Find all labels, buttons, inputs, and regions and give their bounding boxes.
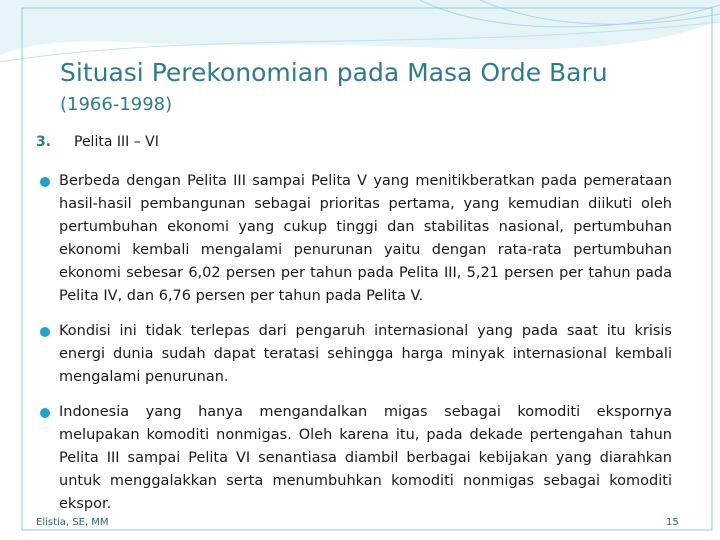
bullet-dot-icon (40, 408, 50, 418)
bullet-list (40, 170, 672, 528)
bullet-item (40, 401, 672, 516)
bullet-dot-icon (40, 177, 50, 187)
slide-title: Situasi Perekonomian pada Masa Orde Baru (60, 58, 608, 87)
section-heading (36, 134, 159, 150)
bullet-item (40, 170, 672, 308)
bullet-item (40, 320, 672, 389)
section-number: 3. (36, 134, 52, 150)
footer-author: Elistia, SE, MM (36, 517, 109, 528)
slide-subtitle: (1966-1998) (60, 94, 173, 115)
page-number: 15 (666, 517, 679, 528)
bullet-text: Berbeda dengan Pelita III sampai Pelita V yang menitikberatkan pada pemerataan hasil-hasil pembangunan sebagai prioritas pertama, yang kemudian diikuti oleh pertumbuhan ekonomi yang cukup tinggi dan stabilitas nasional, pertumbuhan ekonomi kembali mengalami penurunan yaitu dengan rata-rata pertumbuhan ekonomi sebesar 6,02 persen per tahun pada Pelita III, 5,21 persen per tahun pada Pelita IV, dan 6,76 persen per tahun pada Pelita V. (59, 173, 672, 304)
bullet-dot-icon (40, 327, 50, 337)
bullet-text: Kondisi ini tidak terlepas dari pengaruh internasional yang pada saat itu krisis energi dunia sudah dapat teratasi sehingga harga minyak internasional kembali mengalami penurunan. (59, 323, 672, 385)
section-label: Pelita III – VI (74, 134, 159, 150)
bullet-text: Indonesia yang hanya mengandalkan migas sebagai komoditi ekspornya melupakan komoditi nonmigas. Oleh karena itu, pada dekade pertengahan tahun Pelita III sampai Pelita VI senantiasa diambil berbagai kebijakan yang diarahkan untuk menggalakkan serta menumbuhkan komoditi nonmigas sebagai komoditi ekspor. (59, 404, 672, 512)
